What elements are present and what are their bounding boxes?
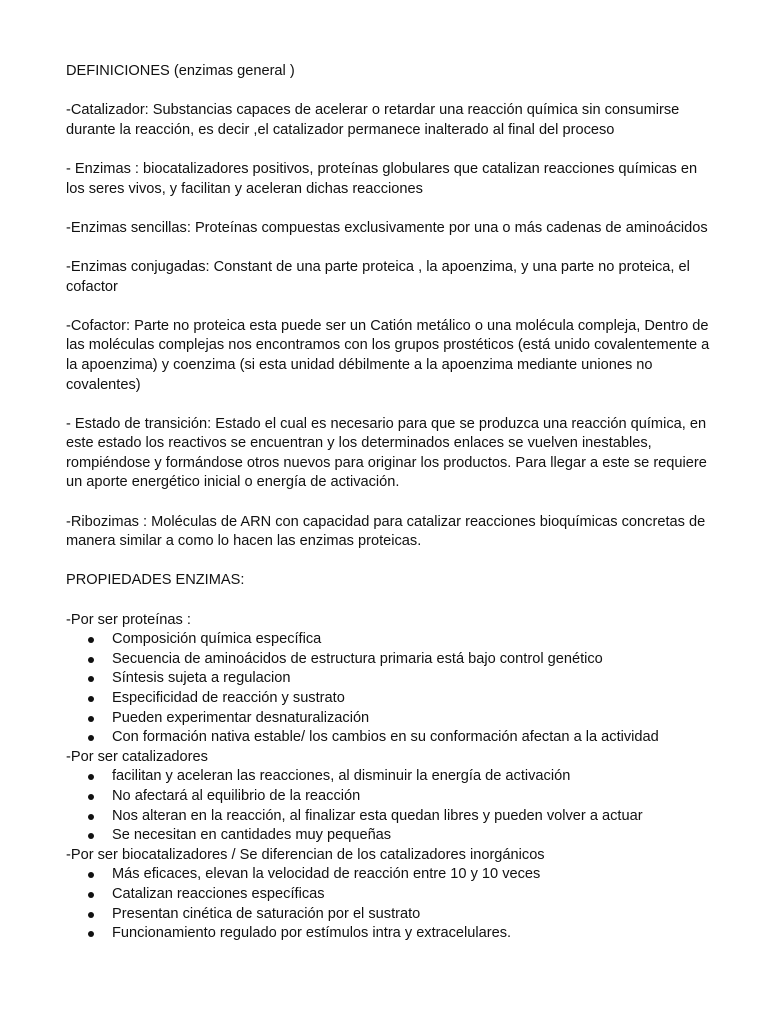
list-item: Con formación nativa estable/ los cambios en su conformación afectan a la actividad <box>66 728 718 748</box>
definition-cofactor: -Cofactor: Parte no proteica esta puede ser un Catión metálico o una molécula compleja, Dentro de las moléculas complejas nos encontramos con los grupos prostéticos (está unido covalentemente a la apoenzima) y coenzima (si esta unidad débilmente a la apoenzima mediante uniones no covalentes) <box>66 317 710 393</box>
list-item: facilitan y aceleran las reacciones, al disminuir la energía de activación <box>66 767 718 787</box>
group-title-biocatalizadores: -Por ser biocatalizadores / Se diferencian de los catalizadores inorgánicos <box>66 846 545 863</box>
list-item: No afectará al equilibrio de la reacción <box>66 787 718 807</box>
list-item: Especificidad de reacción y sustrato <box>66 689 718 709</box>
list-item: Funcionamiento regulado por estímulos intra y extracelulares. <box>66 924 718 944</box>
definition-enzimas-sencillas: -Enzimas sencillas: Proteínas compuestas exclusivamente por una o más cadenas de aminoácidos <box>66 219 708 236</box>
definition-estado-transicion: - Estado de transición: Estado el cual es necesario para que se produzca una reacción química, en este estado los reactivos se encuentran y los determinados enlaces se vuelven inestables, rompiéndose y formándose otros nuevos para originar los productos. Para llegar a este se requiere un aporte energético inicial o energía de activación. <box>66 415 707 491</box>
list-item: Catalizan reacciones específicas <box>66 885 718 905</box>
properties-title: PROPIEDADES ENZIMAS: <box>66 572 245 589</box>
list-item: Presentan cinética de saturación por el sustrato <box>66 905 718 925</box>
list-item: Nos alteran en la reacción, al finalizar esta quedan libres y pueden volver a actuar <box>66 807 718 827</box>
definition-enzimas-conjugadas: -Enzimas conjugadas: Constant de una parte proteica , la apoenzima, y una parte no proteica, el cofactor <box>66 258 690 295</box>
list-item: Más eficaces, elevan la velocidad de reacción entre 10 y 10 veces <box>66 865 718 885</box>
bullet-list-biocatalizadores <box>66 865 718 943</box>
list-item: Composición química específica <box>66 630 718 650</box>
group-title-proteinas: -Por ser proteínas : <box>66 611 191 628</box>
definition-enzimas: - Enzimas : biocatalizadores positivos, proteínas globulares que catalizan reacciones químicas en los seres vivos, y facilitan y aceleran dichas reacciones <box>66 160 698 197</box>
document-title: DEFINICIONES (enzimas general ) <box>66 63 295 79</box>
list-item: Se necesitan en cantidades muy pequeñas <box>66 826 718 846</box>
bullet-list-proteinas <box>66 630 718 748</box>
definition-catalizador: -Catalizador: Substancias capaces de acelerar o retardar una reacción química sin consumirse durante la reacción, es decir ,el catalizador permanece inalterado al final del proceso <box>66 102 680 138</box>
group-title-catalizadores: -Por ser catalizadores <box>66 748 208 765</box>
list-item: Pueden experimentar desnaturalización <box>66 709 718 729</box>
definition-ribozimas: -Ribozimas : Moléculas de ARN con capacidad para catalizar reacciones bioquímicas concretas de manera similar a como lo hacen las enzimas proteicas. <box>66 513 706 550</box>
bullet-list-catalizadores <box>66 767 718 845</box>
list-item: Síntesis sujeta a regulacion <box>66 669 718 689</box>
list-item: Secuencia de aminoácidos de estructura primaria está bajo control genético <box>66 650 718 670</box>
